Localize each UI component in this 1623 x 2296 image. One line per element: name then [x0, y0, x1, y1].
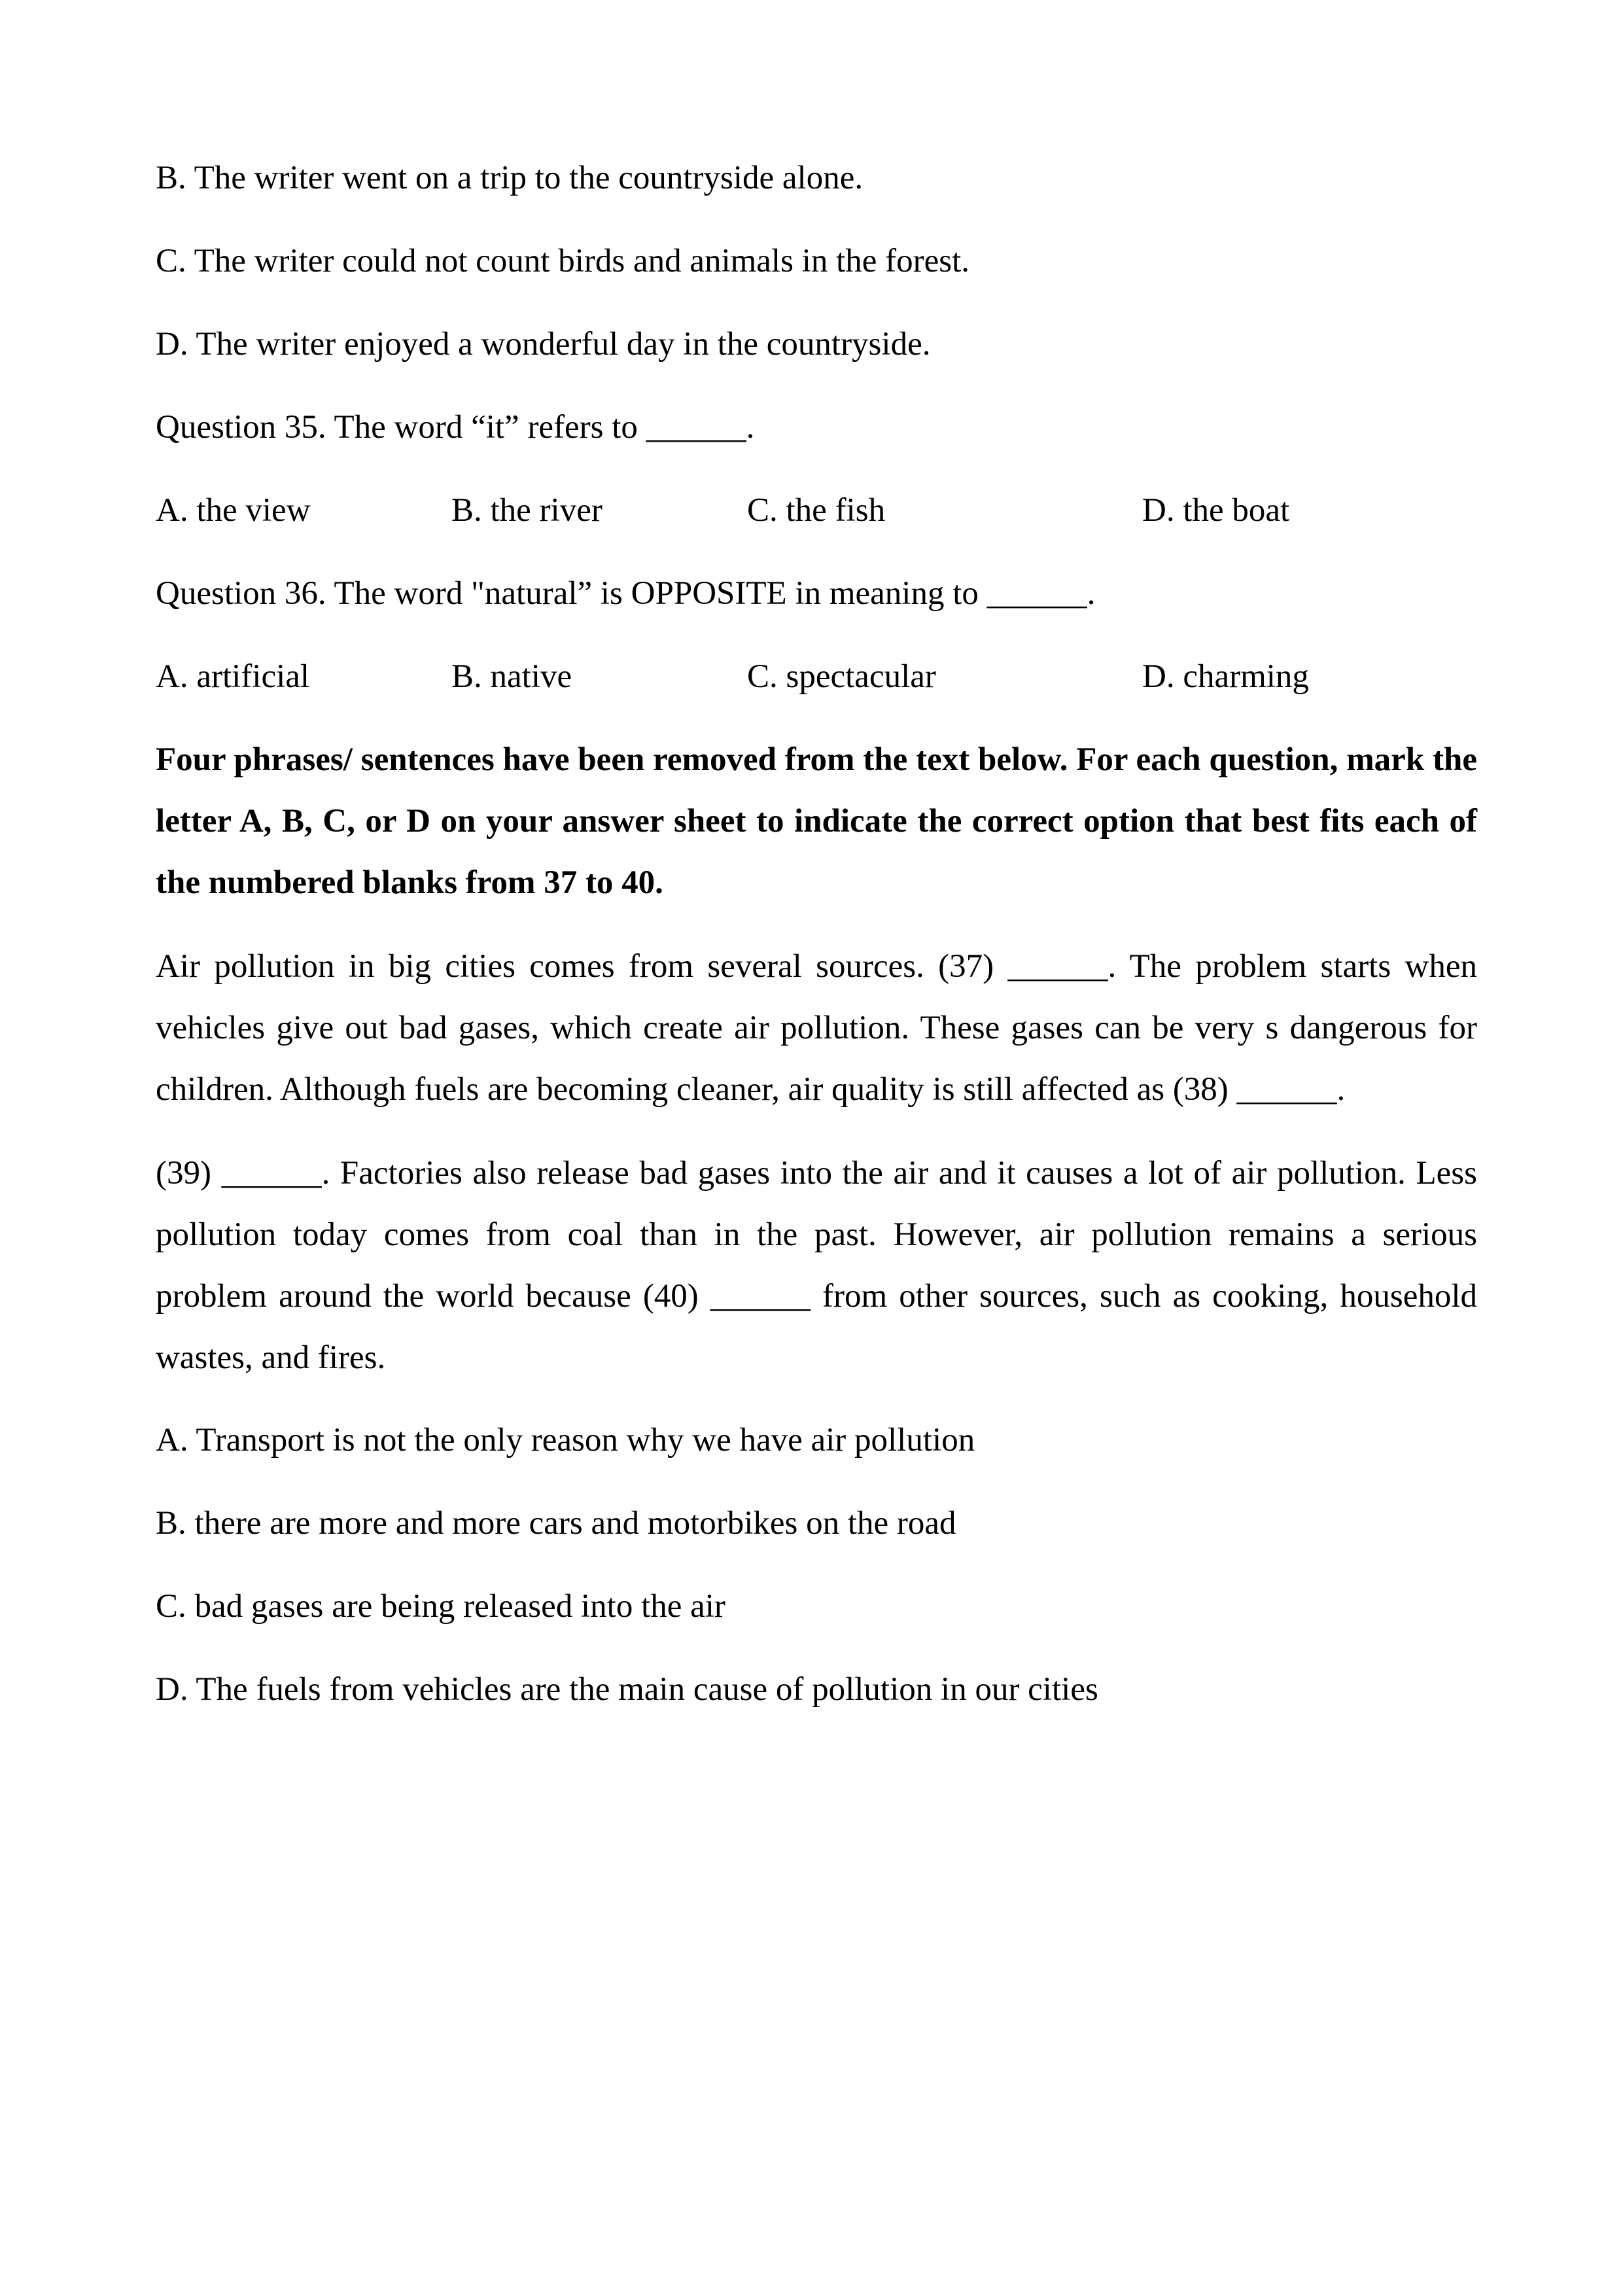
q36-option-c: C. spectacular [747, 658, 936, 695]
q35-option-c: C. the fish [747, 492, 886, 529]
q35-option-d: D. the boat [1142, 492, 1290, 529]
fill-option-b: B. there are more and more cars and motorbikes on the road [156, 1505, 956, 1542]
q36-option-a: A. artificial [156, 658, 310, 695]
passage-paragraph-1: Air pollution in big cities comes from several sources. (37) ______. The problem starts when vehicles give out bad gases, which create air pollution. These gases can be very s dangerous for children. Although fuels are becoming cleaner, air quality is still affected as (38) ______. [156, 948, 1477, 1108]
prev-option-c: C. The writer could not count birds and animals in the forest. [156, 243, 970, 279]
fill-option-c: C. bad gases are being released into the air [156, 1588, 725, 1625]
prev-option-b: B. The writer went on a trip to the countryside alone. [156, 160, 864, 196]
q36-option-d: D. charming [1142, 658, 1309, 695]
section-instructions: Four phrases/ sentences have been removed from the text below. For each question, mark the letter A, B, C, or D on your answer sheet to indicate the correct option that best fits each of the numbered blanks from 37 to 40. [156, 741, 1477, 901]
fill-option-d: D. The fuels from vehicles are the main cause of pollution in our cities [156, 1671, 1098, 1708]
question-36-stem: Question 36. The word "natural” is OPPOSITE in meaning to ______. [156, 575, 1096, 612]
q36-option-b: B. native [451, 658, 572, 695]
q35-option-b: B. the river [451, 492, 602, 529]
passage-paragraph-2: (39) ______. Factories also release bad gases into the air and it causes a lot of air pollution. Less pollution today comes from coal than in the past. However, air pollution remains a serious problem around the world because (40) ______ from other sources, such as cooking, household wastes, and fires. [156, 1155, 1477, 1376]
prev-option-d: D. The writer enjoyed a wonderful day in the countryside. [156, 326, 931, 362]
q35-option-a: A. the view [156, 492, 311, 529]
fill-option-a: A. Transport is not the only reason why we have air pollution [156, 1422, 975, 1458]
question-35-stem: Question 35. The word “it” refers to ______. [156, 409, 755, 446]
